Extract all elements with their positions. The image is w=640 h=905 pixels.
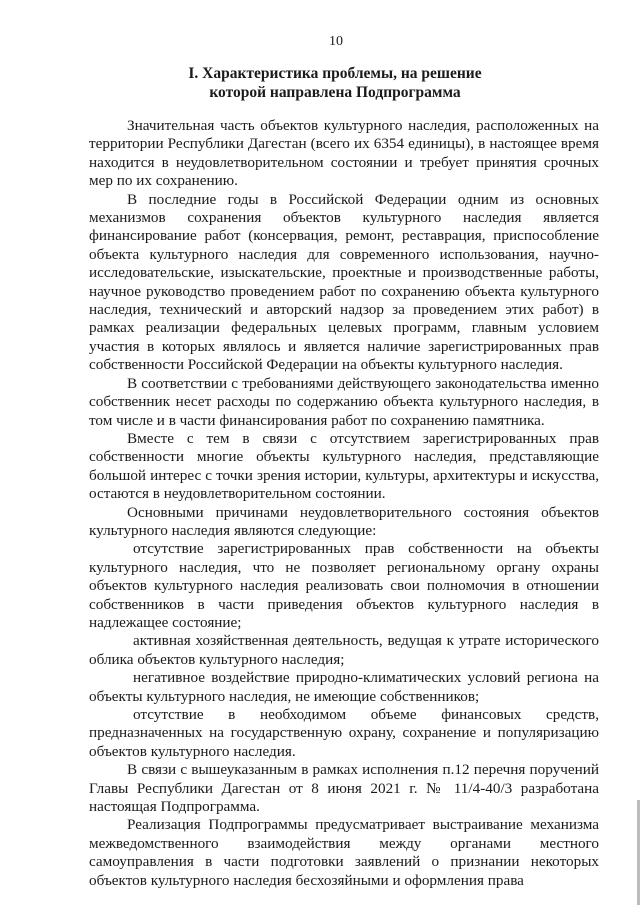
paragraph-owner-expenses: В соответствии с требованиями действующего законодательства именно собственник несет расходы по содержанию объекта культурного наследия, в том числе и в части финансирования работ по сохранению памятника.	[89, 374, 599, 429]
paragraph-order-reference: В связи с вышеуказанным в рамках исполнения п.12 перечня поручений Главы Республики Дагестан от 8 июня 2021 г. № 11/4-40/3 разработана настоящая Подпрограмма.	[89, 761, 599, 816]
paragraph-implementation: Реализация Подпрограммы предусматривает выстраивание механизма межведомственного взаимодействия между органами местного самоуправления в части подготовки заявлений о признании некоторых объектов культурного наследия бесхозяйными и оформления права	[89, 816, 599, 889]
section-heading	[150, 64, 520, 102]
paragraph-mechanisms: В последние годы в Российской Федерации одним из основных механизмов сохранения объектов культурного наследия является финансирование работ (консервация, ремонт, реставрация, приспособление объекта культурного наследия для современного использования, научно-исследовательские, изыскательские, проектные и производственные работы, научное руководство проведением работ по сохранению объекта культурного наследия, технический и авторский надзор за проведением этих работ) в рамках реализации федеральных целевых программ, главным условием участия в которых являлось и является наличие зарегистрированных прав собственности Российской Федерации на объекты культурного наследия.	[89, 190, 599, 374]
paragraph-unregistered-rights: Вместе с тем в связи с отсутствием зарегистрированных прав собственности многие объекты культурного наследия, представляющие большой интерес с точки зрения истории, культуры, архитектуры и искусства, остаются в неудовлетворительном состоянии.	[89, 429, 599, 503]
page-number: 10	[329, 34, 343, 49]
list-item-climate-impact: негативное воздействие природно-климатических условий региона на объекты культурного наследия, не имеющие собственников;	[89, 669, 599, 705]
list-item-no-registered-rights: отсутствие зарегистрированных прав собственности на объекты культурного наследия, что не позволяет региональному органу охраны объектов культурного наследия реализовать свои полномочия в отношении собственников в части приведения объектов культурного наследия в надлежащее состояние;	[89, 540, 599, 631]
list-item-insufficient-funding: отсутствие в необходимом объеме финансовых средств, предназначенных на государственную охрану, сохранение и популяризацию объектов культурного наследия.	[89, 706, 599, 760]
paragraph-intro: Значительная часть объектов культурного наследия, расположенных на территории Республики Дагестан (всего их 6354 единицы), в настоящее время находится в неудовлетворительном состоянии и требует принятия срочных мер по их сохранению.	[89, 117, 599, 190]
section-heading-line-1: I. Характеристика проблемы, на решение	[188, 65, 482, 82]
paragraph-main-causes: Основными причинами неудовлетворительного состояния объектов культурного наследия являются следующие:	[89, 503, 599, 539]
section-heading-line-2: которой направлена Подпрограмма	[209, 84, 461, 101]
list-item-economic-activity: активная хозяйственная деятельность, ведущая к утрате исторического облика объектов культурного наследия;	[89, 632, 599, 668]
document-body	[89, 117, 599, 890]
